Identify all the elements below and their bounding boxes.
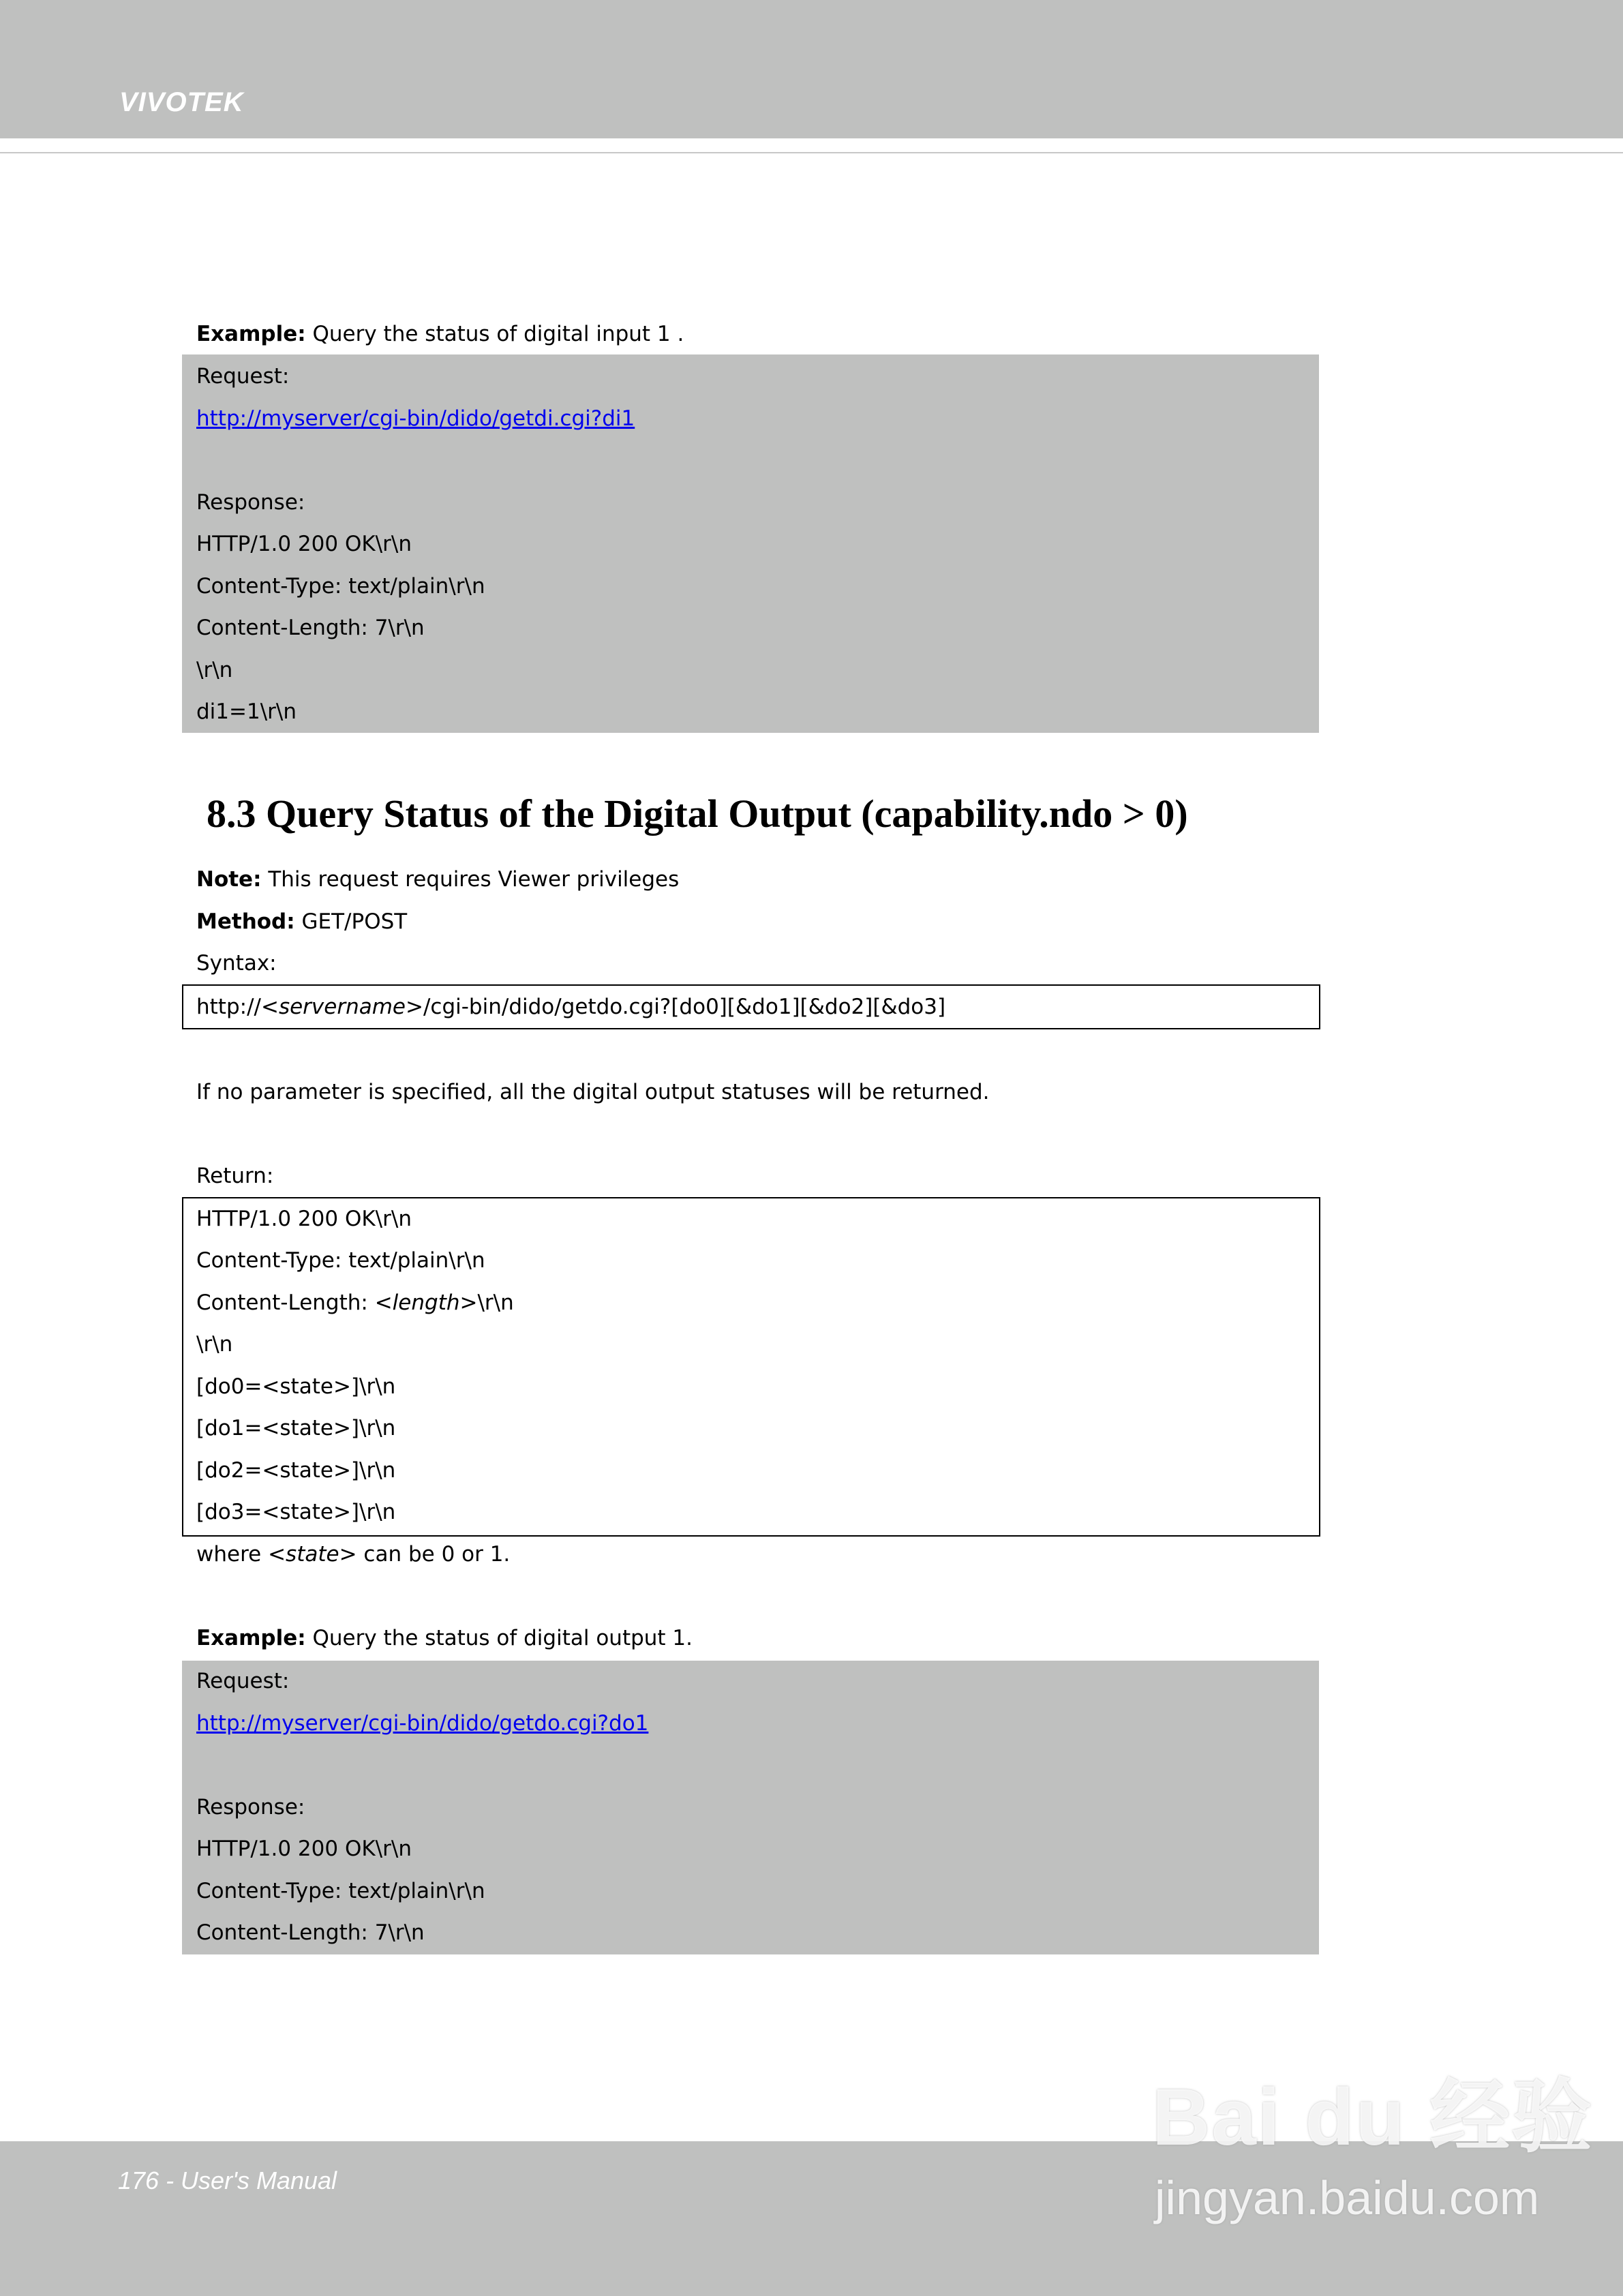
syntax-var: <servername> [260,995,423,1019]
example2-code-box [182,1661,1319,1954]
note-label: Note: [196,867,262,892]
brand-logo: VIVOTEK [119,87,244,117]
return-line: [do1=<state>]\r\n [196,1416,396,1440]
where-prefix: where [196,1542,269,1567]
return-line: Content-Type: text/plain\r\n [196,1248,485,1273]
header-divider [0,152,1623,153]
return-line: [do3=<state>]\r\n [196,1500,396,1524]
response-line: Content-Length: 7\r\n [196,616,425,640]
method-text: GET/POST [294,909,408,934]
return-line: HTTP/1.0 200 OK\r\n [196,1207,412,1231]
return-length-var: <length> [374,1290,478,1315]
example1-caption [196,320,684,348]
return-line: \r\n [196,1332,233,1357]
syntax-prefix: http:// [196,995,261,1019]
request-label: Request: [196,1669,290,1693]
note-line [196,866,679,893]
request-url-link[interactable]: http://myserver/cgi-bin/dido/getdi.cgi?di1 [196,406,635,431]
return-length-prefix: Content-Length: [196,1290,375,1315]
response-line: HTTP/1.0 200 OK\r\n [196,1837,412,1861]
response-line: HTTP/1.0 200 OK\r\n [196,532,412,556]
example2-caption [196,1625,693,1652]
where-suffix: can be 0 or 1. [357,1542,511,1567]
example-text: Query the status of digital input 1 . [305,322,684,346]
example-text: Query the status of digital output 1. [305,1626,693,1650]
syntax-label: Syntax: [196,951,277,976]
example-label: Example: [196,1626,306,1650]
note-text: This request requires Viewer privileges [261,867,680,892]
baidu-watermark-logo: Bai du 经验 [1152,2072,1594,2162]
request-label: Request: [196,364,290,389]
return-line: [do2=<state>]\r\n [196,1458,396,1483]
response-line: di1=1\r\n [196,699,297,724]
section-heading: 8.3 Query Status of the Digital Output (capability.ndo > 0) [207,791,1188,836]
where-text [196,1541,510,1568]
return-line: [do0=<state>]\r\n [196,1374,396,1399]
syntax-suffix: /cgi-bin/dido/getdo.cgi?[do0][&do1][&do2][&do3] [423,995,946,1019]
response-line: Content-Type: text/plain\r\n [196,1879,485,1903]
no-param-text: If no parameter is specified, all the digital output statuses will be returned. [196,1080,990,1104]
method-line [196,908,407,935]
request-url-link[interactable]: http://myserver/cgi-bin/dido/getdo.cgi?do1 [196,1711,649,1736]
page-number: 176 - User's Manual [118,2166,337,2194]
response-label: Response: [196,1795,305,1819]
syntax-text [196,993,945,1021]
response-label: Response: [196,490,305,515]
example-label: Example: [196,322,306,346]
response-line: Content-Type: text/plain\r\n [196,574,485,599]
return-line [196,1289,514,1316]
response-line: Content-Length: 7\r\n [196,1920,425,1945]
method-label: Method: [196,909,295,934]
return-label: Return: [196,1164,274,1188]
baidu-watermark-url: jingyan.baidu.com [1155,2171,1540,2224]
response-line: \r\n [196,658,233,682]
return-length-suffix: \r\n [477,1290,514,1315]
where-var: <state> [268,1542,357,1567]
